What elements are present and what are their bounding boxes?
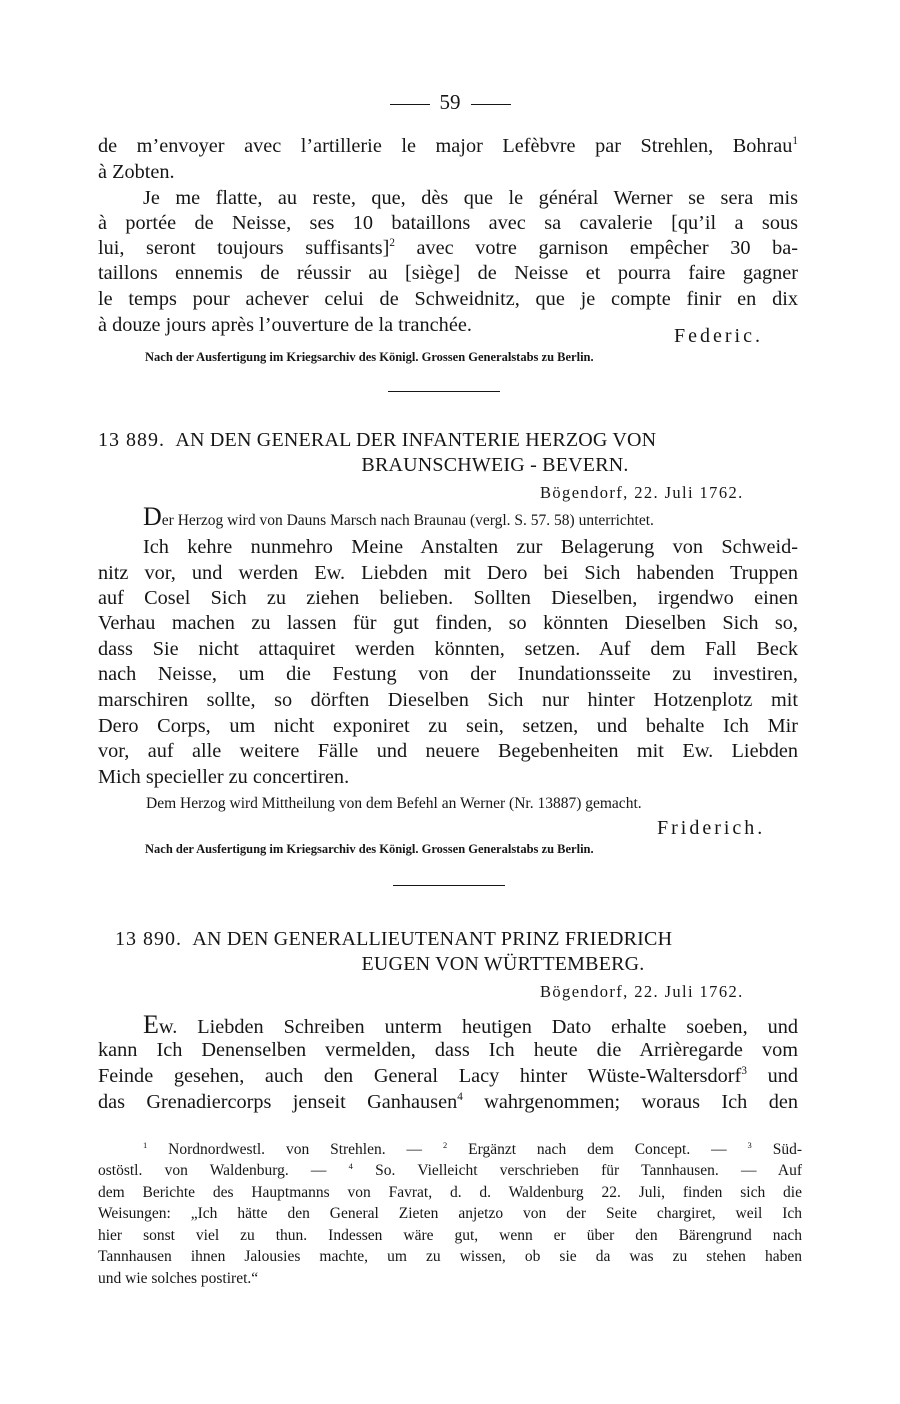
letter3-initial: E xyxy=(143,1010,159,1039)
letter2-summary: Der Herzog wird von Dauns Marsch nach Braunau (vergl. S. 57. 58) unterrichtet. xyxy=(143,502,654,531)
letter2-heading: 13 889. AN DEN GENERAL DER INFANTERIE HERZOG VON xyxy=(98,429,657,451)
letter1-line: à portée de Neisse, ses 10 bataillons avec sa cavalerie [qu’il a sous xyxy=(98,212,798,234)
letter1-line: le temps pour achever celui de Schweidnitz, que je compte finir en dix xyxy=(98,288,798,310)
footnote-line: und wie solches postiret.“ xyxy=(98,1270,259,1287)
footnote-line: hier sonst viel zu thun. Indessen wäre gut, wenn er über den Bärengrund nach xyxy=(98,1227,802,1244)
letter1-line: Je me flatte, au reste, que, dès que le général Werner se sera mis xyxy=(143,187,798,209)
letter1-line: à douze jours après l’ouverture de la tranchée. xyxy=(98,314,472,336)
section-divider xyxy=(388,391,500,392)
letter2-number: 13 889. xyxy=(98,429,165,451)
footnote-line: dem Berichte des Hauptmanns von Favrat, d. d. Waldenburg 22. Juli, finden sich die xyxy=(98,1184,802,1201)
folio-dash-right xyxy=(471,104,511,105)
letter1-line: à Zobten. xyxy=(98,161,175,183)
section-divider xyxy=(393,885,505,886)
page-number: 59 xyxy=(0,90,900,114)
footnote-line: Weisungen: „Ich hätte den General Zieten anjetzo von der Seite chargiret, weil Ich xyxy=(98,1205,802,1222)
letter3-line: das Grenadiercorps jenseit Ganhausen$^4$ wahrgenommen; woraus Ich den xyxy=(98,1091,798,1113)
letter2-heading-line2: BRAUNSCHWEIG - BEVERN. xyxy=(361,454,629,476)
letter1-line: taillons ennemis de réussir au [siège] de Neisse et pourra faire gagner xyxy=(98,262,798,284)
letter2-date: Bögendorf, 22. Juli 1762. xyxy=(540,483,744,502)
letter2-line: Dero Corps, um nicht exponiret zu sein, setzen, und behalte Ich Mir xyxy=(98,715,798,737)
letter3-heading-line2: EUGEN VON WÜRTTEMBERG. xyxy=(361,953,645,975)
letter2-source-note: Nach der Ausfertigung im Kriegsarchiv des Königl. Grossen Generalstabs zu Berlin. xyxy=(145,842,594,856)
footnote-line: Tannhausen ihnen Jalousies machte, um zu wissen, ob sie da was zu stehen haben xyxy=(98,1248,802,1265)
folio-dash-left xyxy=(390,104,430,105)
letter1-source-note: Nach der Ausfertigung im Kriegsarchiv des Königl. Grossen Generalstabs zu Berlin. xyxy=(145,350,594,364)
letter3-line: kann Ich Denenselben vermelden, dass Ich heute die Arrièregarde vom xyxy=(98,1039,798,1061)
letter1-signature: Federic. xyxy=(674,325,763,347)
letter3-date: Bögendorf, 22. Juli 1762. xyxy=(540,982,744,1001)
letter1-line: de m’envoyer avec l’artillerie le major Lefèbvre par Strehlen, Bohrau$^1$ xyxy=(98,135,798,157)
letter2-line: nach Neisse, um die Festung von der Inundationsseite zu investiren, xyxy=(98,663,798,685)
letter2-line: Ich kehre nunmehro Meine Anstalten zur Belagerung von Schweid- xyxy=(143,536,798,558)
footnote-line: $^1$ Nordnordwestl. von Strehlen. — $^2$ Ergänzt nach dem Concept. — $^3$ Süd- xyxy=(143,1139,802,1158)
letter3-number: 13 890. xyxy=(115,928,182,950)
letter1-line: lui, seront toujours suffisants]$^2$ avec votre garnison empêcher 30 ba- xyxy=(98,237,798,259)
letter2-line: vor, auf alle weitere Fälle und neuere Begebenheiten mit Ew. Liebden xyxy=(98,740,798,762)
letter2-line: dass Sie nicht attaquiret werden könnten, setzen. Auf dem Fall Beck xyxy=(98,638,798,660)
letter3-line: Ew. Liebden Schreiben unterm heutigen Dato erhalte soeben, und xyxy=(143,1010,798,1039)
letter3-line: Feinde gesehen, auch den General Lacy hinter Wüste-Waltersdorf$^3$ und xyxy=(98,1065,798,1087)
letter2-line: Mich specieller zu concertiren. xyxy=(98,766,350,788)
letter2-line: auf Cosel Sich zu ziehen belieben. Sollten Dieselben, irgendwo einen xyxy=(98,587,798,609)
footnote-line: ostöstl. von Waldenburg. — $^4$ So. Vielleicht verschrieben für Tannhausen. — Auf xyxy=(98,1160,802,1179)
letter2-line: nitz vor, und werden Ew. Liebden mit Dero bei Sich habenden Truppen xyxy=(98,562,798,584)
letter2-signature: Friderich. xyxy=(657,817,766,839)
letter2-line: marschiren sollte, so dörften Dieselben Sich nur hinter Hotzenplotz mit xyxy=(98,689,798,711)
letter2-line: Verhau machen zu lassen für gut finden, so könnten Dieselben Sich so, xyxy=(98,612,798,634)
letter2-note: Dem Herzog wird Mittheilung von dem Befehl an Werner (Nr. 13887) gemacht. xyxy=(146,795,642,812)
letter3-heading: 13 890. AN DEN GENERALLIEUTENANT PRINZ FRIEDRICH xyxy=(115,928,673,950)
